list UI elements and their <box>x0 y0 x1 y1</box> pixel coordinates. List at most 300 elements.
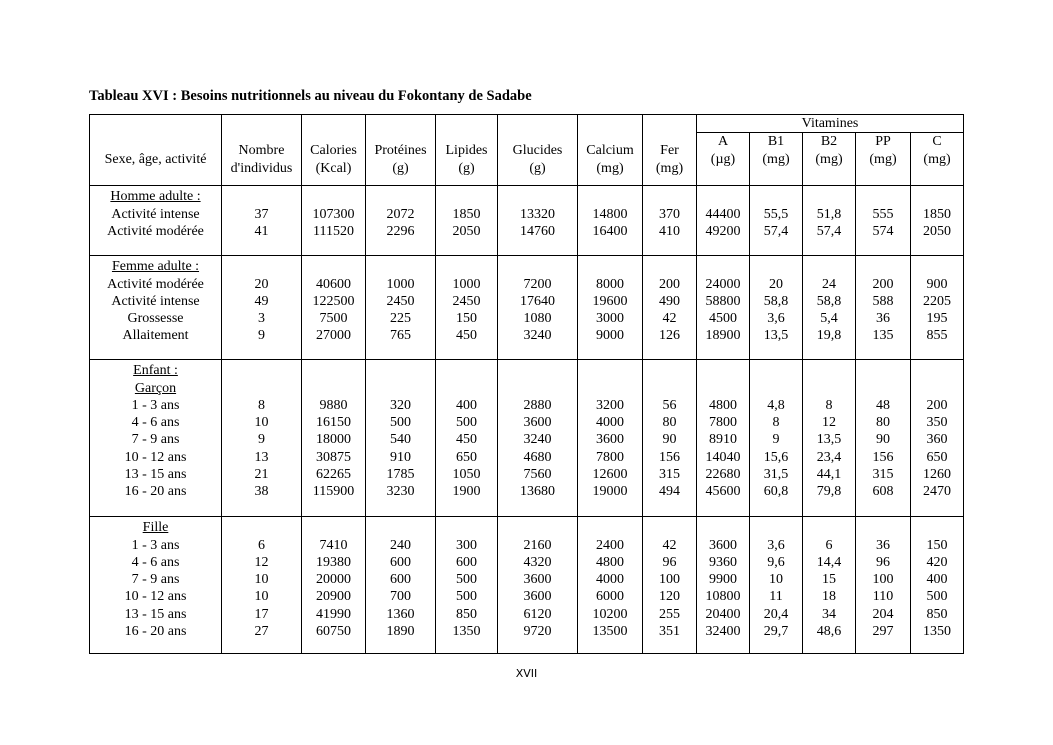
row-value: 20,4 <box>763 606 789 622</box>
header-vit-c-line1: C <box>932 134 942 150</box>
row-label: Activité modérée <box>107 223 204 239</box>
row-value: 14800 <box>592 206 628 222</box>
spacer <box>302 258 365 275</box>
row-value: 10 <box>254 572 269 588</box>
spacer <box>578 258 642 275</box>
value-cell <box>302 256 366 360</box>
row-value: 315 <box>659 467 680 483</box>
row-value: 600 <box>390 572 411 588</box>
spacer <box>222 188 301 205</box>
value-cell <box>222 360 302 517</box>
row-label: Allaitement <box>122 328 189 344</box>
spacer <box>750 362 802 379</box>
row-label: 1 - 3 ans <box>131 397 180 413</box>
spacer <box>911 258 963 275</box>
spacer <box>697 188 749 205</box>
category-cell <box>90 186 222 256</box>
row-value: 14760 <box>520 223 555 239</box>
row-value: 150 <box>926 537 948 553</box>
header-calories-line1: Calories <box>310 143 357 159</box>
row-value: 490 <box>659 293 680 309</box>
header-vit-a <box>697 133 750 186</box>
row-value: 58,8 <box>816 293 842 309</box>
section-title: Garçon <box>134 380 177 396</box>
row-value: 900 <box>926 276 948 292</box>
row-value: 13,5 <box>816 432 842 448</box>
row-value: 351 <box>659 624 680 640</box>
row-value: 17 <box>254 606 269 622</box>
spacer <box>803 258 855 275</box>
row-value: 555 <box>872 206 894 222</box>
row-value: 20 <box>769 276 783 292</box>
row-value: 7560 <box>523 467 552 483</box>
row-value: 23,4 <box>816 449 842 465</box>
spacer <box>643 519 696 536</box>
value-cell <box>366 360 436 517</box>
row-value: 110 <box>872 589 894 605</box>
row-value: 48 <box>876 397 890 413</box>
row-value: 8910 <box>709 432 737 448</box>
row-value: 200 <box>872 276 894 292</box>
row-value: 1900 <box>452 484 481 500</box>
row-value: 608 <box>872 484 894 500</box>
row-value: 10200 <box>592 606 628 622</box>
row-value: 96 <box>876 554 890 570</box>
row-value: 7800 <box>709 415 737 431</box>
row-value: 36 <box>876 311 890 327</box>
row-value: 8 <box>825 397 833 413</box>
row-value: 107300 <box>312 206 355 222</box>
category-cell <box>90 256 222 360</box>
spacer <box>911 362 963 379</box>
value-cell <box>643 517 697 654</box>
row-value: 14040 <box>705 449 741 465</box>
spacer <box>643 258 696 275</box>
row-value: 650 <box>926 449 948 465</box>
row-value: 9360 <box>709 554 737 570</box>
row-value: 297 <box>872 624 894 640</box>
header-vit-pp-line1: PP <box>875 134 891 150</box>
row-label: 7 - 9 ans <box>131 572 180 588</box>
row-value: 500 <box>456 589 477 605</box>
value-cell <box>578 360 643 517</box>
row-value: 3,6 <box>767 311 785 327</box>
row-value: 2880 <box>523 397 552 413</box>
row-value: 19600 <box>592 293 628 309</box>
header-vit-c-line2: (mg) <box>923 151 951 167</box>
row-value: 200 <box>926 397 948 413</box>
header-nombre <box>222 115 302 186</box>
row-value: 2296 <box>386 223 415 239</box>
row-value: 96 <box>662 554 677 570</box>
row-value: 650 <box>456 449 477 465</box>
row-value: 7410 <box>319 537 348 553</box>
spacer <box>803 362 855 379</box>
row-value: 19,8 <box>816 328 842 344</box>
row-value: 19000 <box>592 484 628 500</box>
row-value: 910 <box>390 449 411 465</box>
row-value: 6 <box>258 537 265 553</box>
row-label: Activité intense <box>111 293 200 309</box>
row-value: 156 <box>659 449 680 465</box>
value-cell <box>697 186 750 256</box>
row-value: 21 <box>254 467 269 483</box>
row-value: 2450 <box>386 293 415 309</box>
spacer <box>643 362 696 379</box>
row-value: 3240 <box>523 328 552 344</box>
row-value: 60750 <box>316 624 351 640</box>
spacer <box>436 188 497 205</box>
row-value: 4500 <box>709 311 737 327</box>
value-cell <box>498 186 578 256</box>
spacer <box>436 362 497 379</box>
header-calories-line2: (Kcal) <box>315 160 352 176</box>
value-cell <box>856 360 911 517</box>
value-cell <box>697 517 750 654</box>
header-fer-line2: (mg) <box>655 160 684 176</box>
row-value: 41990 <box>316 606 351 622</box>
spacer <box>750 258 802 275</box>
row-value: 24000 <box>705 276 741 292</box>
row-value: 4000 <box>596 415 624 431</box>
row-label: 16 - 20 ans <box>124 484 187 500</box>
header-lipides-line1: Lipides <box>445 143 488 159</box>
value-cell <box>643 256 697 360</box>
row-value: 100 <box>659 572 680 588</box>
header-vit-b2-line2: (mg) <box>815 151 843 167</box>
page-number: XVII <box>515 667 538 680</box>
value-cell <box>302 360 366 517</box>
value-cell <box>366 186 436 256</box>
spacer <box>643 188 696 205</box>
row-value: 36 <box>876 537 890 553</box>
row-value: 700 <box>390 589 411 605</box>
row-value: 14,4 <box>816 554 842 570</box>
value-cell <box>436 256 498 360</box>
row-value: 8 <box>258 397 265 413</box>
value-cell <box>366 256 436 360</box>
row-value: 27000 <box>316 328 351 344</box>
row-value: 22680 <box>705 467 741 483</box>
row-value: 450 <box>456 432 477 448</box>
row-value: 494 <box>659 484 680 500</box>
row-value: 1350 <box>923 624 952 640</box>
row-value: 2050 <box>923 223 952 239</box>
row-value: 850 <box>456 606 477 622</box>
spacer <box>697 362 749 379</box>
row-value: 588 <box>872 293 894 309</box>
spacer <box>750 519 802 536</box>
value-cell <box>436 517 498 654</box>
row-value: 2400 <box>596 537 624 553</box>
spacer <box>578 380 642 397</box>
row-value: 122500 <box>312 293 355 309</box>
header-calories <box>302 115 366 186</box>
row-value: 2072 <box>386 206 415 222</box>
spacer <box>498 380 577 397</box>
spacer <box>436 380 497 397</box>
value-cell <box>366 517 436 654</box>
value-cell <box>222 186 302 256</box>
spacer <box>856 258 910 275</box>
value-cell <box>750 517 803 654</box>
row-value: 300 <box>456 537 477 553</box>
spacer <box>803 519 855 536</box>
spacer <box>856 519 910 536</box>
row-value: 765 <box>390 328 411 344</box>
row-value: 44400 <box>705 206 741 222</box>
row-value: 6120 <box>523 606 552 622</box>
spacer <box>856 188 910 205</box>
row-label: 7 - 9 ans <box>131 432 180 448</box>
row-value: 3240 <box>523 432 552 448</box>
row-value: 8000 <box>596 276 624 292</box>
header-vit-b1-line1: B1 <box>767 134 785 150</box>
spacer <box>856 380 910 397</box>
row-value: 3000 <box>596 311 624 327</box>
row-value: 500 <box>456 572 477 588</box>
table-caption: Tableau XVI : Besoins nutritionnels au niveau du Fokontany de Sadabe <box>89 88 532 104</box>
row-value: 115900 <box>312 484 355 500</box>
row-value: 1000 <box>386 276 415 292</box>
row-value: 13680 <box>520 484 555 500</box>
header-glucides <box>498 115 578 186</box>
row-value: 2450 <box>452 293 481 309</box>
header-vit-b2-line1: B2 <box>820 134 838 150</box>
row-label: Activité intense <box>111 206 200 222</box>
row-value: 10 <box>769 572 783 588</box>
spacer <box>366 258 435 275</box>
row-value: 855 <box>926 328 948 344</box>
row-label: Grossesse <box>127 311 184 327</box>
row-value: 1785 <box>386 467 415 483</box>
row-value: 9 <box>258 328 265 344</box>
row-value: 6 <box>825 537 833 553</box>
row-label: 4 - 6 ans <box>131 554 180 570</box>
row-value: 27 <box>254 624 269 640</box>
spacer <box>222 362 301 379</box>
row-value: 32400 <box>705 624 741 640</box>
spacer <box>366 188 435 205</box>
value-cell <box>643 360 697 517</box>
value-cell <box>436 360 498 517</box>
value-cell <box>911 360 964 517</box>
spacer <box>498 519 577 536</box>
row-value: 58800 <box>705 293 741 309</box>
row-value: 1080 <box>523 311 552 327</box>
row-value: 38 <box>254 484 269 500</box>
value-cell <box>750 256 803 360</box>
row-value: 1000 <box>452 276 481 292</box>
row-value: 31,5 <box>763 467 789 483</box>
row-value: 9 <box>772 432 780 448</box>
value-cell <box>222 517 302 654</box>
row-value: 29,7 <box>763 624 789 640</box>
spacer <box>498 362 577 379</box>
row-value: 7800 <box>596 449 624 465</box>
spacer <box>578 188 642 205</box>
row-value: 156 <box>872 449 894 465</box>
row-value: 16400 <box>592 223 628 239</box>
value-cell <box>498 256 578 360</box>
value-cell <box>578 517 643 654</box>
row-value: 255 <box>659 606 680 622</box>
row-value: 11 <box>769 589 783 605</box>
value-cell <box>803 186 856 256</box>
row-value: 1890 <box>386 624 415 640</box>
header-nombre-line1: Nombre <box>238 143 285 159</box>
spacer <box>436 519 497 536</box>
row-value: 4800 <box>709 397 737 413</box>
row-value: 1260 <box>923 467 952 483</box>
header-lipides-line2: (g) <box>458 160 475 176</box>
row-value: 850 <box>926 606 948 622</box>
row-value: 62265 <box>316 467 351 483</box>
row-value: 90 <box>876 432 890 448</box>
row-value: 7500 <box>319 311 348 327</box>
row-value: 126 <box>659 328 680 344</box>
section-title: Femme adulte : <box>111 259 200 275</box>
row-value: 204 <box>872 606 894 622</box>
row-value: 1360 <box>386 606 415 622</box>
row-value: 60,8 <box>763 484 789 500</box>
row-value: 3600 <box>523 589 552 605</box>
row-value: 225 <box>390 311 411 327</box>
row-value: 24 <box>822 276 836 292</box>
value-cell <box>697 360 750 517</box>
row-value: 16150 <box>316 415 351 431</box>
header-fer-line1: Fer <box>660 143 679 159</box>
row-value: 13320 <box>520 206 555 222</box>
spacer <box>302 519 365 536</box>
spacer <box>750 188 802 205</box>
value-cell <box>803 256 856 360</box>
row-value: 360 <box>926 432 948 448</box>
spacer <box>578 362 642 379</box>
row-value: 12600 <box>592 467 628 483</box>
row-value: 240 <box>390 537 411 553</box>
row-value: 8 <box>772 415 780 431</box>
row-value: 12 <box>254 554 269 570</box>
row-value: 13500 <box>592 624 628 640</box>
table-body <box>90 186 964 654</box>
row-value: 9,6 <box>767 554 785 570</box>
spacer <box>436 258 497 275</box>
spacer <box>643 380 696 397</box>
row-value: 30875 <box>316 449 351 465</box>
row-value: 600 <box>390 554 411 570</box>
row-value: 195 <box>926 311 948 327</box>
row-value: 20000 <box>316 572 351 588</box>
row-label: 13 - 15 ans <box>124 606 187 622</box>
row-value: 15,6 <box>763 449 789 465</box>
row-value: 48,6 <box>816 624 842 640</box>
table-section-row <box>90 256 964 360</box>
spacer <box>803 188 855 205</box>
spacer <box>697 258 749 275</box>
spacer <box>222 258 301 275</box>
row-value: 58,8 <box>763 293 789 309</box>
row-value: 5,4 <box>820 311 838 327</box>
row-value: 350 <box>926 415 948 431</box>
value-cell <box>856 256 911 360</box>
header-calcium-line1: Calcium <box>586 143 634 159</box>
value-cell <box>498 360 578 517</box>
spacer <box>578 519 642 536</box>
row-value: 9000 <box>596 328 624 344</box>
header-vit-b2 <box>803 133 856 186</box>
nutrition-table <box>89 114 964 654</box>
row-value: 320 <box>390 397 411 413</box>
row-value: 9880 <box>319 397 348 413</box>
row-value: 18 <box>822 589 836 605</box>
spacer <box>366 380 435 397</box>
spacer <box>302 188 365 205</box>
row-value: 1050 <box>452 467 481 483</box>
row-value: 100 <box>872 572 894 588</box>
value-cell <box>697 256 750 360</box>
spacer <box>222 519 301 536</box>
spacer <box>366 519 435 536</box>
spacer <box>911 380 963 397</box>
row-value: 1350 <box>452 624 481 640</box>
row-value: 7200 <box>523 276 552 292</box>
row-value: 4000 <box>596 572 624 588</box>
row-value: 9900 <box>709 572 737 588</box>
spacer <box>498 188 577 205</box>
row-value: 49 <box>254 293 269 309</box>
section-title: Homme adulte : <box>110 189 201 205</box>
row-value: 41 <box>254 223 269 239</box>
row-value: 19380 <box>316 554 351 570</box>
value-cell <box>302 186 366 256</box>
row-label: 1 - 3 ans <box>131 537 180 553</box>
spacer <box>302 362 365 379</box>
row-value: 410 <box>659 223 680 239</box>
header-vit-a-line1: A <box>717 134 729 150</box>
row-value: 79,8 <box>816 484 842 500</box>
category-cell <box>90 360 222 517</box>
value-cell <box>643 186 697 256</box>
row-value: 1850 <box>452 206 481 222</box>
header-proteines-line2: (g) <box>392 160 409 176</box>
row-label: 16 - 20 ans <box>124 624 187 640</box>
row-value: 3600 <box>523 572 552 588</box>
value-cell <box>856 517 911 654</box>
category-cell <box>90 517 222 654</box>
row-value: 42 <box>662 537 677 553</box>
header-vit-b1-line2: (mg) <box>762 151 790 167</box>
spacer <box>911 519 963 536</box>
row-value: 4680 <box>523 449 552 465</box>
header-lipides <box>436 115 498 186</box>
value-cell <box>803 517 856 654</box>
spacer <box>222 380 301 397</box>
row-value: 3,6 <box>767 537 785 553</box>
row-value: 3200 <box>596 397 624 413</box>
row-value: 34 <box>822 606 836 622</box>
spacer <box>750 380 802 397</box>
row-value: 450 <box>456 328 477 344</box>
row-value: 44,1 <box>816 467 842 483</box>
header-calcium-line2: (mg) <box>596 160 624 176</box>
row-value: 10 <box>254 589 269 605</box>
row-value: 17640 <box>520 293 555 309</box>
spacer <box>803 380 855 397</box>
row-value: 4800 <box>596 554 624 570</box>
value-cell <box>436 186 498 256</box>
spacer <box>366 362 435 379</box>
